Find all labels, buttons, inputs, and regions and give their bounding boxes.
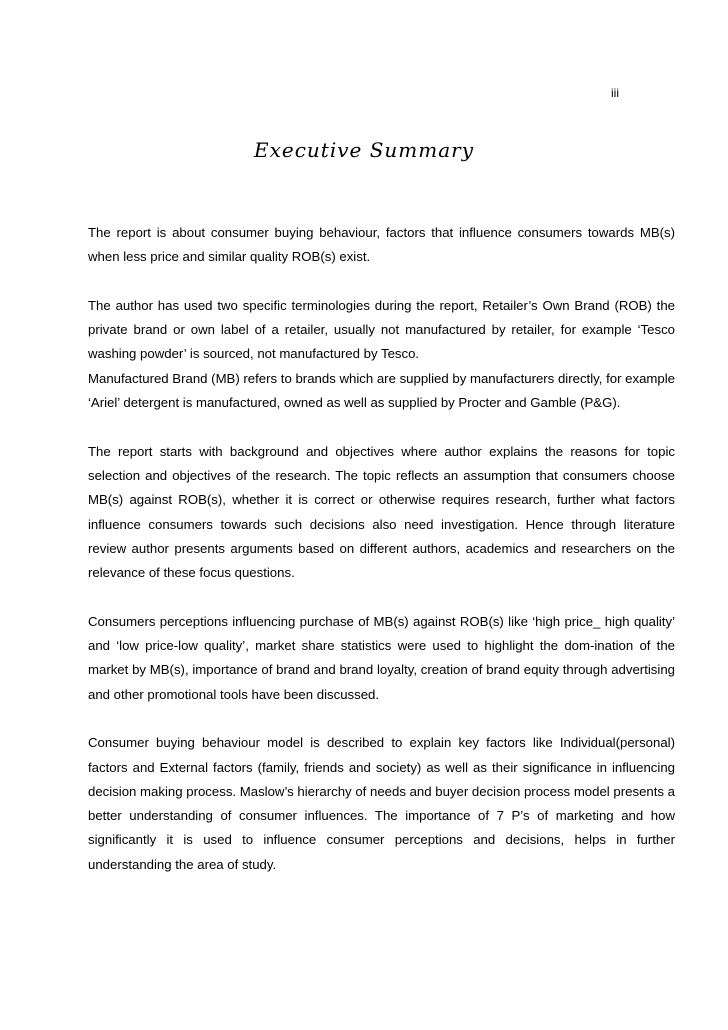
document-body	[88, 221, 675, 901]
paragraph-intro: The report is about consumer buying behaviour, factors that influence consumers towards MB(s) when less price and similar quality ROB(s) exist.	[88, 225, 675, 265]
paragraph-background: The report starts with background and objectives where author explains the reasons for topic selection and objectives of the research. The topic reflects an assumption that consumers choose MB(s) against ROB(s), whether it is correct or otherwise requires research, further what factors influence consumers towards such decisions also need investigation. Hence through literature review author presents arguments based on different authors, academics and researchers on the relevance of these focus questions.	[88, 443, 675, 581]
page-title: Executive Summary	[253, 138, 475, 162]
paragraph-terminology-mb: Manufactured Brand (MB) refers to brands which are supplied by manufacturers directly, for example ‘Ariel’ detergent is manufactured, owned as well as supplied by Procter and Gamble (P&G).	[88, 370, 675, 411]
paragraph-perceptions: Consumers perceptions influencing purchase of MB(s) against ROB(s) like ‘high price_ high quality’ and ‘low price-low quality’, market share statistics were used to highlight the dom-ination of the market by MB(s), importance of brand and brand loyalty, creation of brand equity through advertising and other promotional tools have been discussed.	[88, 613, 675, 702]
paragraph-behaviour-model: Consumer buying behaviour model is described to explain key factors like Individual(personal) factors and External factors (family, friends and society) as well as their significance in influencing decision making process. Maslow’s hierarchy of needs and buyer decision process model presents a better understanding of consumer influences. The importance of 7 P’s of marketing and how significantly it is used to influence consumer perceptions and decisions, helps in further understanding the area of study.	[88, 735, 675, 872]
page-number: iii	[611, 86, 619, 100]
paragraph-terminology-rob: The author has used two specific terminologies during the report, Retailer’s Own Brand (ROB) the private brand or own label of a retailer, usually not manufactured by retailer, for example ‘Tesco washing powder’ is sourced, not manufactured by Tesco.	[88, 297, 675, 362]
